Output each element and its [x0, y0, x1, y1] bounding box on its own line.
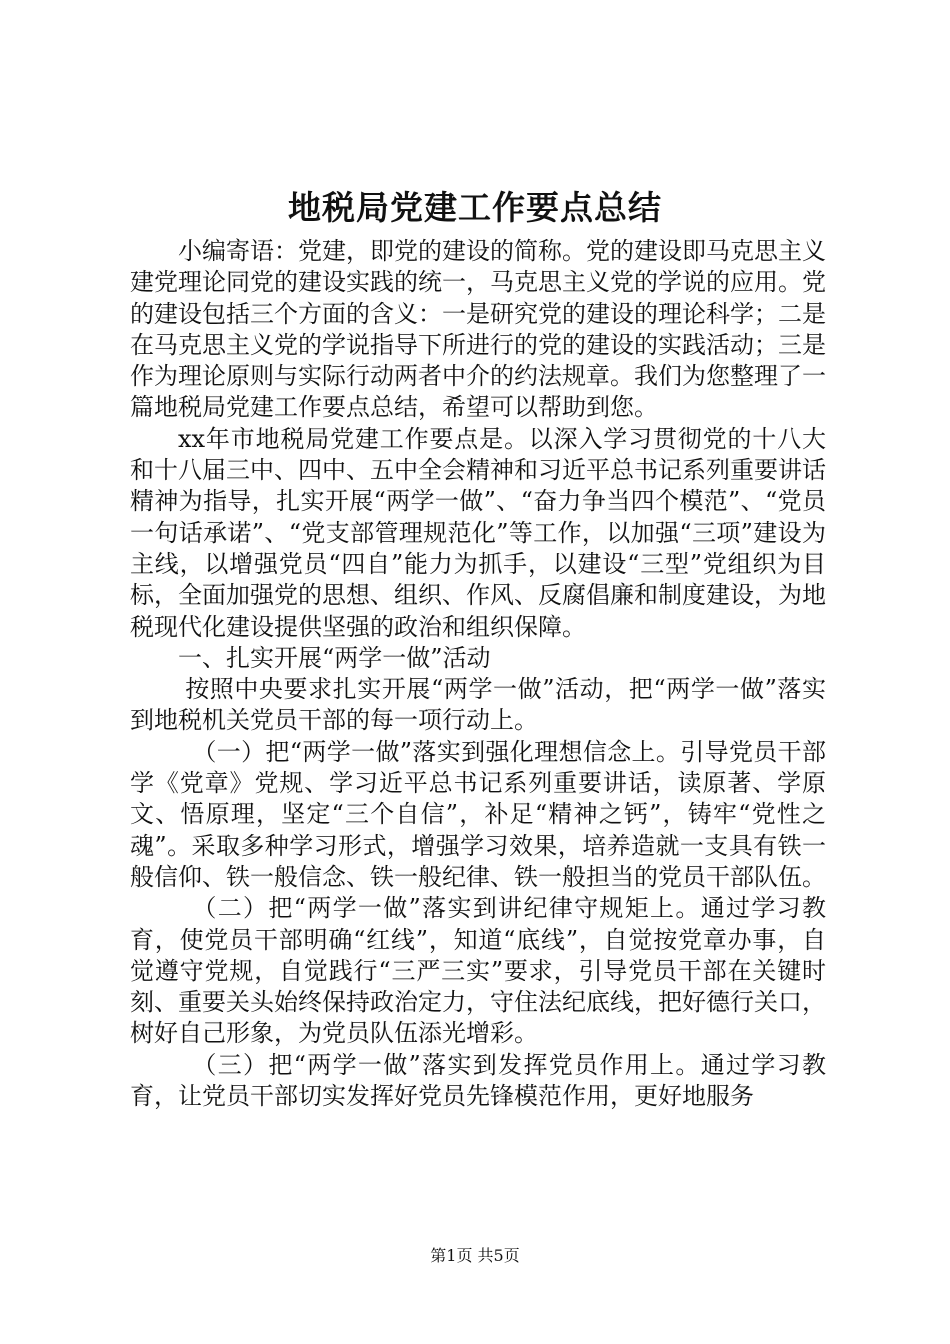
document-title: 地税局党建工作要点总结: [288, 188, 662, 227]
paragraph-item-3: （三）把“两学一做”落实到发挥党员作用上。通过学习教育，让党员干部切实发挥好党员先锋模范作用，更好地服务: [130, 1050, 826, 1111]
paragraph-item-1: （一）把“两学一做”落实到强化理想信念上。引导党员干部学《党章》党规、学习近平总书记系列重要讲话，读原著、学原文、悟原理，坚定“三个自信”，补足“精神之钙”，铸牢“党性之魂”。采取多种学习形式，增强学习效果，培养造就一支具有铁一般信仰、铁一般信念、铁一般纪律、铁一般担当的党员干部队伍。: [130, 737, 826, 891]
paragraph-item-2: （二）把“两学一做”落实到讲纪律守规矩上。通过学习教育，使党员干部明确“红线”，知道“底线”，自觉按党章办事，自觉遵守党规，自觉践行“三严三实”要求，引导党员干部在关键时刻、重要关头始终保持政治定力，守住法纪底线，把好德行关口，树好自己形象，为党员队伍添光增彩。: [130, 894, 826, 1048]
document-body: [130, 236, 826, 1112]
page-number: 第1页 共5页: [430, 1246, 520, 1265]
paragraph-section-1-intro: 按照中央要求扎实开展“两学一做”活动，把“两学一做”落实到地税机关党员干部的每一项行动上。: [130, 675, 826, 735]
section-heading-1: 一、扎实开展“两学一做”活动: [178, 643, 491, 672]
paragraph-overview: xx年市地税局党建工作要点是。以深入学习贯彻党的十八大和十八届三中、四中、五中全会精神和习近平总书记系列重要讲话精神为指导，扎实开展“两学一做”、“奋力争当四个模范”、“党员一句话承诺”、“党支部管理规范化”等工作，以加强“三项”建设为主线，以增强党员“四自”能力为抓手，以建设“三型”党组织为目标，全面加强党的思想、组织、作风、反腐倡廉和制度建设，为地税现代化建设提供坚强的政治和组织保障。: [130, 424, 826, 641]
paragraph-intro: 小编寄语：党建，即党的建设的简称。党的建设即马克思主义建党理论同党的建设实践的统一，马克思主义党的学说的应用。党的建设包括三个方面的含义：一是研究党的建设的理论科学；二是在马克思主义党的学说指导下所进行的党的建设的实践活动；三是作为理论原则与实际行动两者中介的约法规章。我们为您整理了一篇地税局党建工作要点总结，希望可以帮助到您。: [130, 237, 826, 422]
